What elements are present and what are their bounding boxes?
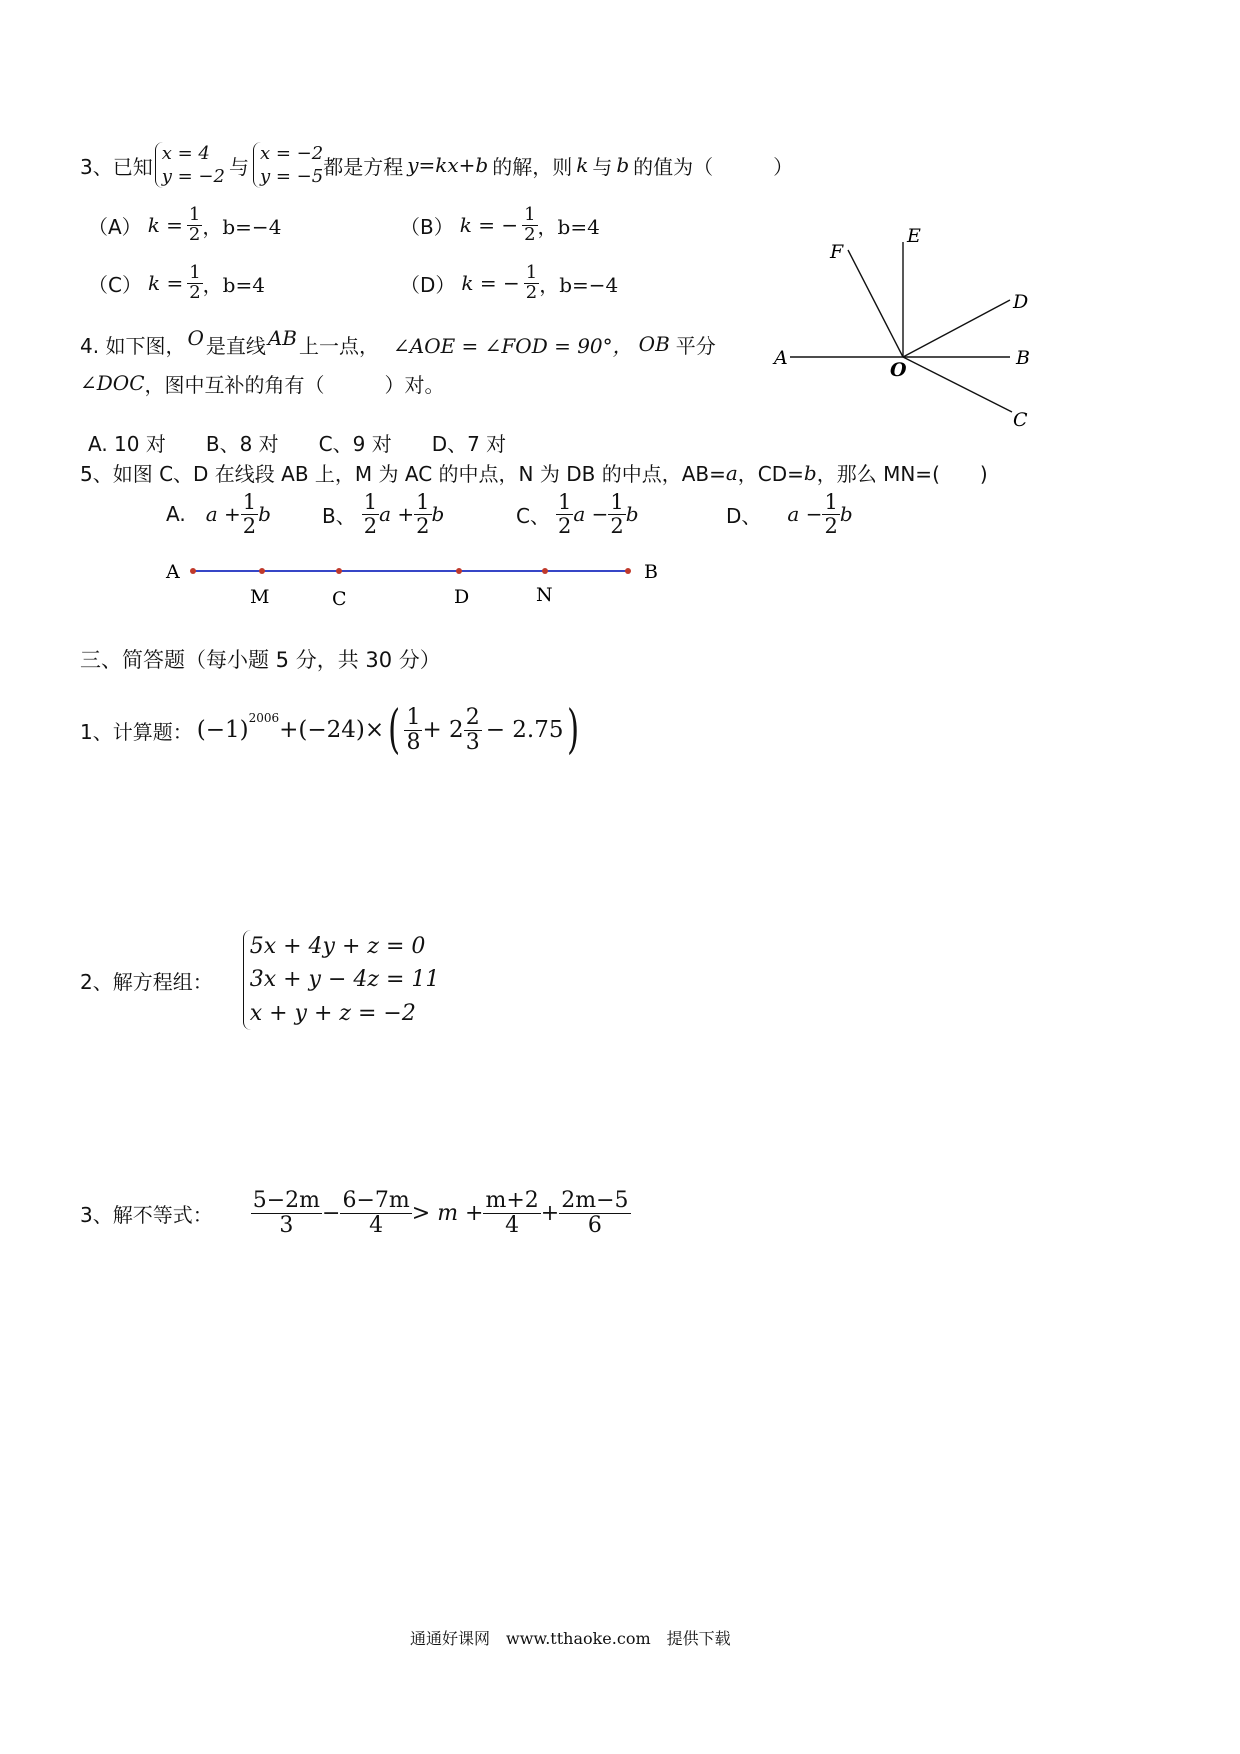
ray-oc [903, 357, 1012, 412]
fraction: $\frac{1}{2}$ [189, 261, 201, 303]
q3-option-d: （D） k = − $\frac{1}{2}$ ，b=−4 [400, 261, 619, 303]
paren-close: ) [567, 700, 580, 760]
problem-1: 1、计算题： (−1) 2006 +(−24)× ( $\frac{1}{8}$ + 2 $\frac{2}{3}$ − 2.75 ) [80, 700, 580, 760]
equation-system: 5x + 4y + z = 0 3x + y − 4z = 11 x + y + z = −2 [243, 930, 440, 1030]
question-5-stem: 5、如图 C、D 在线段 AB 上，M 为 AC 的中点，N 为 DB 的中点，AB= a ，CD= b ，那么 MN=( ) [80, 460, 988, 486]
paren-open: ( [388, 700, 401, 760]
fraction: $\frac{1}{2}$ [524, 203, 536, 245]
segment-figure [160, 556, 680, 612]
q3-text-b: 的解，则 [492, 154, 573, 179]
fraction: $\frac{m+2}{4}$ [485, 1188, 539, 1238]
label-c: C [1013, 409, 1028, 431]
label-seg-d: D [454, 586, 470, 608]
point-c [336, 568, 342, 574]
ray-od [903, 300, 1010, 357]
q5-option-a: A. a + $\frac{1}{2}$ b [166, 490, 271, 538]
q5-option-b: B、 $\frac{1}{2}$ a + $\frac{1}{2}$ b [322, 490, 445, 538]
q5-option-d: D、 a − $\frac{1}{2}$ b [726, 490, 853, 538]
point-d [456, 568, 462, 574]
point-n [542, 568, 548, 574]
section-heading: 三、简答题（每小题 5 分，共 30 分） [80, 648, 441, 672]
q3-option-a: （A） k = $\frac{1}{2}$ ，b=−4 [88, 203, 282, 245]
label-seg-m: M [250, 586, 270, 608]
label-o: O [890, 359, 907, 381]
q3-text-c: 的值为（ ） [633, 154, 794, 179]
problem-2: 2、解方程组： 5x + 4y + z = 0 3x + y − 4z = 11 x + y + z = −2 [80, 930, 439, 1030]
q3-equation: y=kx+b [407, 153, 489, 177]
point-a [190, 568, 196, 574]
label-seg-b: B [644, 561, 658, 583]
label-f: F [830, 241, 844, 263]
fraction: $\frac{1}{2}$ [416, 490, 430, 538]
point-m [259, 568, 265, 574]
question-4-stem: 4. 如下图， O 是直线 AB 上一点， ∠AOE = ∠FOD = 90°， OB 平分 [80, 326, 716, 358]
fraction: $\frac{6-7m}{4}$ [342, 1188, 410, 1238]
fraction: $\frac{2}{3}$ [465, 705, 480, 755]
label-seg-c: C [332, 588, 347, 610]
q3-option-b: （B） k = − $\frac{1}{2}$ ，b=4 [400, 203, 600, 245]
q3-system-2: x = −2 y = −5 [253, 142, 323, 189]
label-d: D [1013, 291, 1029, 313]
angle-figure [770, 220, 1070, 440]
q3-b: b [616, 153, 630, 177]
q3-option-c: （C） k = $\frac{1}{2}$ ，b=4 [88, 261, 265, 303]
point-b [625, 568, 631, 574]
problem-3: 3、解不等式： $\frac{5-2m}{3}$ − $\frac{6-7m}{4}$ > m + $\frac{m+2}{4}$ + $\frac{2m-5}{6}$ [80, 1188, 629, 1238]
fraction: $\frac{1}{2}$ [525, 261, 538, 303]
fraction: $\frac{1}{2}$ [363, 490, 378, 538]
label-seg-n: N [536, 584, 553, 606]
q3-system-1: x = 4 y = −2 [155, 142, 225, 189]
footer-credit: 通通好课网 www.tthaoke.com 提供下载 [410, 1629, 731, 1648]
q3-text-a: 都是方程 [323, 154, 404, 179]
label-e: E [907, 225, 921, 247]
fraction: $\frac{1}{2}$ [188, 203, 201, 245]
q3-prefix: 3、已知 [80, 154, 153, 179]
question-4-stem-line-2: ∠DOC ，图中互补的角有（ ）对。 [80, 371, 445, 397]
q3-mid: 与 [228, 154, 249, 179]
label-a: A [774, 347, 788, 369]
fraction: $\frac{1}{2}$ [557, 490, 572, 538]
ray-of [848, 250, 903, 357]
fraction: $\frac{1}{2}$ [610, 490, 624, 538]
fraction: $\frac{5-2m}{3}$ [252, 1188, 321, 1238]
q4-options: A. 10 对 B、8 对 C、9 对 D、7 对 [88, 432, 507, 456]
fraction: $\frac{1}{2}$ [824, 490, 838, 538]
question-3-stem [80, 140, 793, 190]
q3-and: 与 [592, 154, 613, 179]
label-b: B [1016, 347, 1030, 369]
fraction: $\frac{1}{8}$ [406, 705, 421, 755]
fraction: $\frac{1}{2}$ [242, 490, 257, 538]
q3-k: k [576, 153, 589, 177]
label-seg-a: A [166, 561, 180, 583]
q5-option-c: C、 $\frac{1}{2}$ a − $\frac{1}{2}$ b [516, 490, 639, 538]
fraction: $\frac{2m-5}{6}$ [561, 1188, 629, 1238]
